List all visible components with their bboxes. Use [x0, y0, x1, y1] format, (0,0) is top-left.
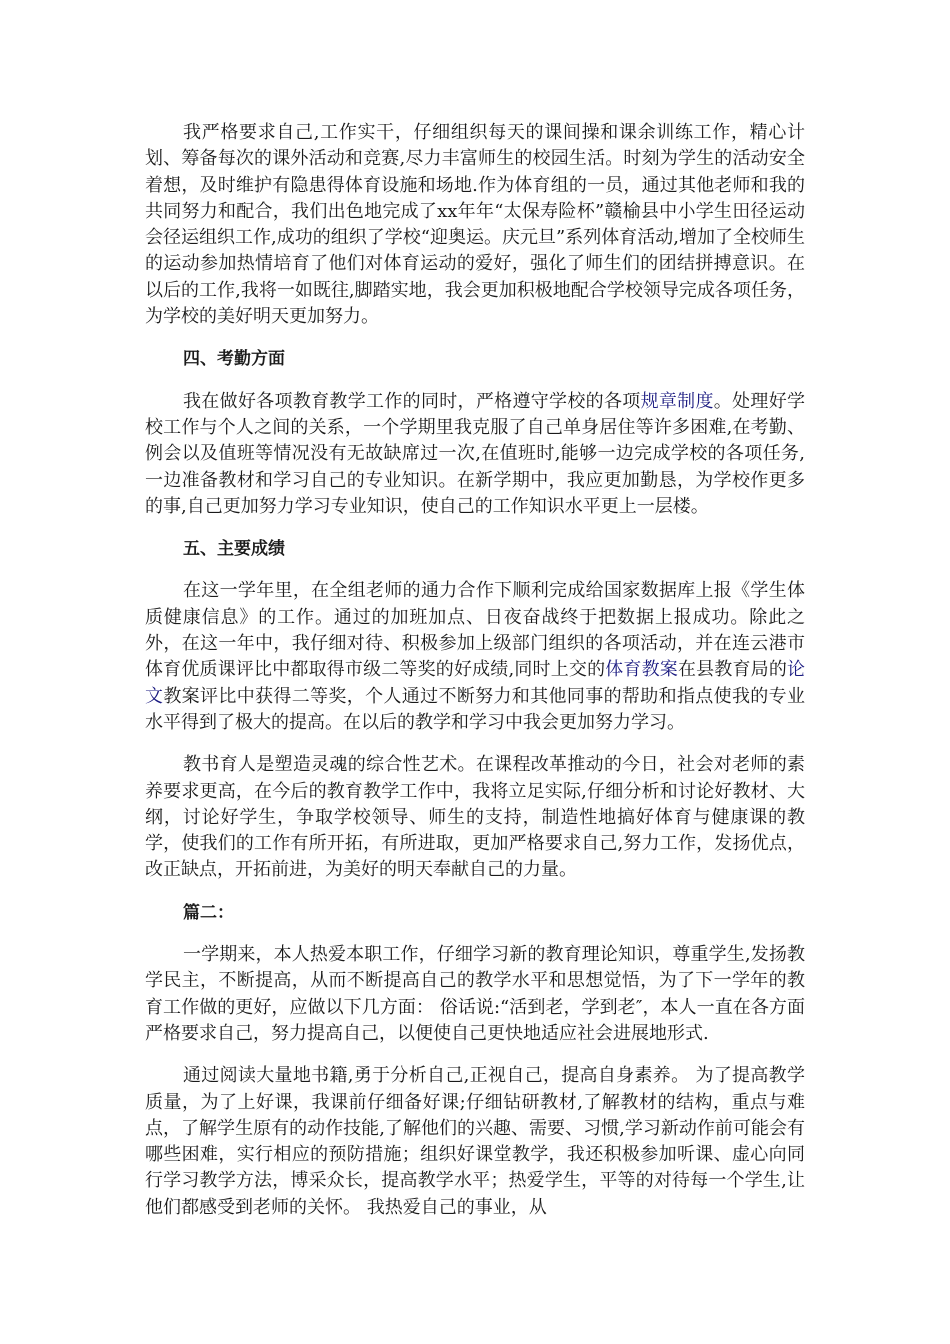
link-rules[interactable]: 规章制度: [640, 390, 714, 412]
heading-achievements: 五、主要成绩: [183, 539, 285, 560]
heading-attendance: 四、考勤方面: [183, 349, 285, 370]
document-body: [145, 120, 805, 1237]
paragraph-sports-work: 我严格要求自己,工作实干，仔细组织每天的课间操和课余训练工作，精心计划、筹备每次的课外活动和竞赛,尽力丰富师生的校园生活。时刻为学生的活动安全着想，及时维护有隐患得体育设施和场地.作为体育组的一员，通过其他老师和我的共同努力和配合，我们出色地完成了xx年年“太保寿险杯”赣榆县中小学生田径运动会径运组织工作,成功的组织了学校“迎奥运。庆元旦”系列体育活动,增加了全校师生的运动参加热情培育了他们对体育运动的爱好，强化了师生们的团结拼搏意识。在以后的工作,我将一如既往,脚踏实地，我会更加积极地配合学校领导完成各项任务，为学校的美好明天更加努力。: [145, 122, 805, 328]
paragraph-achievements: [145, 578, 805, 736]
paragraph-attendance-text-1: 我在做好各项教育教学工作的同时，严格遵守学校的各项: [183, 390, 641, 412]
link-thesis[interactable]: 论文: [145, 659, 805, 707]
paragraph-achievements-text-3: 教案评比中获得二等奖，个人通过不断努力和其他同事的帮助和指点使我的专业水平得到了极大的提高。在以后的教学和学习中我会更加努力学习。: [145, 685, 805, 733]
paragraph-attendance-text-2: 。处理好学校工作与个人之间的关系，一个学期里我克服了自己单身居住等许多困难,在考勤、例会以及值班等情况没有无故缺席过一次,在值班时,能够一边完成学校的各项任务,一边准备教材和学习自己的专业知识。在新学期中，我应更加勤恳，为学校作更多的事,自己更加努力学习专业知识，使自己的工作知识水平更上一层楼。: [145, 390, 806, 517]
heading-part-two: 篇二：: [183, 902, 234, 923]
paragraph-achievements-text-2: 在县教育局的: [677, 659, 787, 681]
paragraph-attendance: [145, 389, 805, 520]
paragraph-achievements-text-1: 在这一学年里，在全组老师的通力合作下顺利完成给国家数据库上报《学生体质健康信息》的工作。通过的加班加点、日夜奋战终于把数据上报成功。除此之外，在这一年中，我仔细对待、积极参加上级部门组织的各项活动，并在连云港市体育优质课评比中都取得市级二等奖的好成绩,同时上交的: [145, 580, 805, 681]
paragraph-semester-review: 一学期来，本人热爱本职工作，仔细学习新的教育理论知识，尊重学生,发扬教学民主，不断提高，从而不断提高自己的教学水平和思想觉悟，为了下一学年的教育工作做的更好，应做以下几方面： 俗话说:“活到老，学到老″，本人一直在各方面严格要求自己，努力提高自己，以便使自己更快地适应社会进展地形式.: [145, 944, 805, 1044]
paragraph-teaching-art: 教书育人是塑造灵魂的综合性艺术。在课程改革推动的今日，社会对老师的素养要求更高，在今后的教育教学工作中，我将立足实际,仔细分析和讨论好教材、大纲，讨论好学生，争取学校领导、师生的支持，制造性地搞好体育与健康课的教学，使我们的工作有所开拓，有所进取，更加严格要求自己,努力工作，发扬优点，改正缺点，开拓前进，为美好的明天奉献自己的力量。: [145, 754, 805, 881]
link-pe-lesson-plan[interactable]: 体育教案: [605, 659, 678, 681]
paragraph-self-improvement: 通过阅读大量地书籍,勇于分析自己,正视自己，提高自身素养。 为了提高教学质量，为了上好课，我课前仔细备好课;仔细钻研教材,了解教材的结构，重点与难点，了解学生原有的动作技能,了解他们的兴趣、需要、习惯,学习新动作前可能会有哪些困难，实行相应的预防措施；组织好课堂教学，我还积极参加听课、虚心向同行学习教学方法，博采众长，提高教学水平；热爱学生，平等的对待每一个学生,让他们都感受到老师的关怀。 我热爱自己的事业，从: [145, 1065, 805, 1218]
